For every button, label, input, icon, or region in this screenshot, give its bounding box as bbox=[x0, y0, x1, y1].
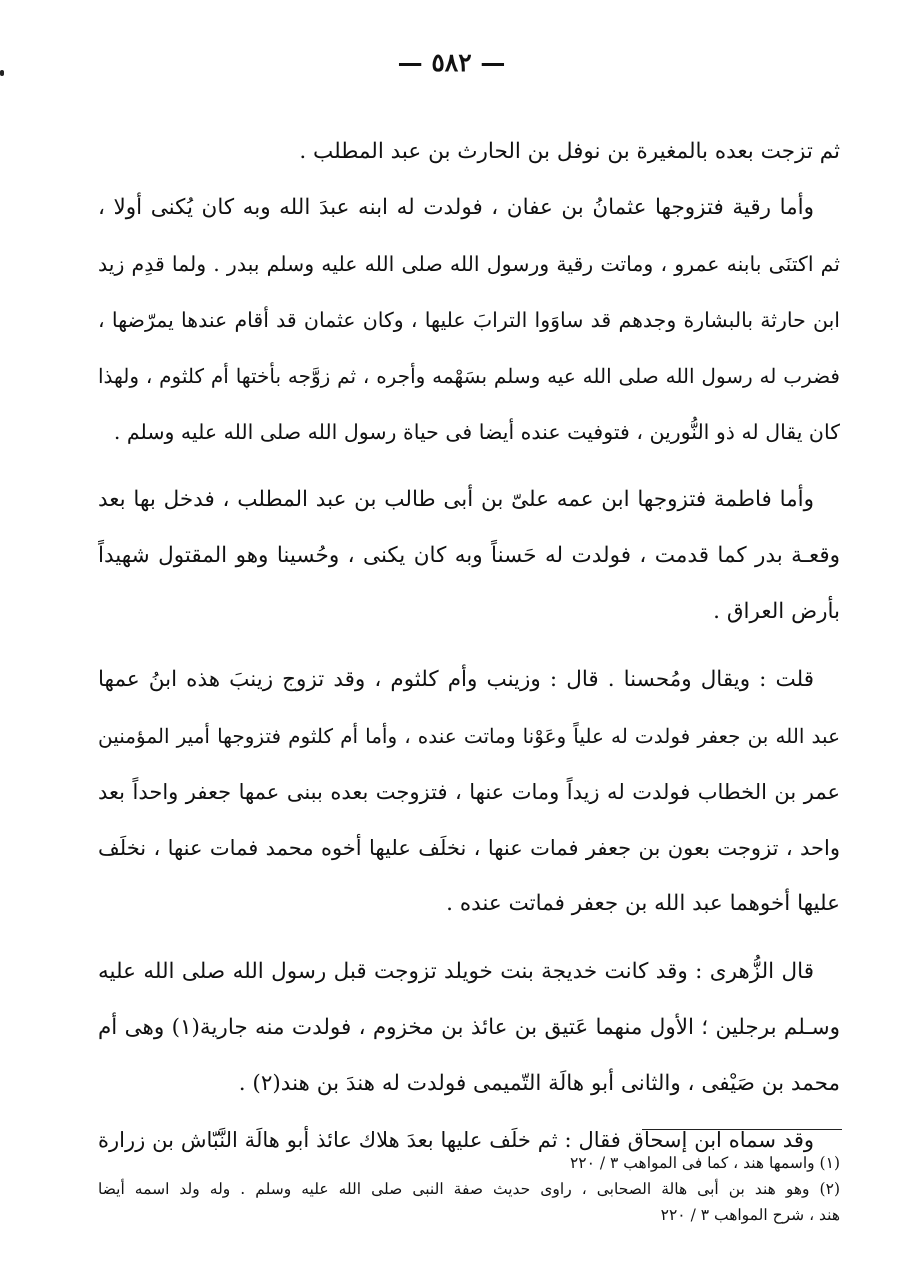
text-line: واحد ، تزوجت بعون بن جعفر فمات عنها ، نخلَف عليها أخوه محمد فمات عنها ، نخلَف bbox=[98, 836, 840, 860]
paragraph bbox=[98, 944, 840, 1112]
text-line: عليها أخوهما عبد الله بن جعفر فماتت عنده . bbox=[446, 891, 840, 916]
text-line: ثم تزجت بعده بالمغيرة بن نوفل بن الحارث بن عبد المطلب . bbox=[299, 139, 840, 164]
text-line: ثم اكتنَى بابنه عمرو ، وماتت رقية ورسول الله صلى الله عليه وسلم ببدر . ولما قدِم زيد bbox=[98, 252, 840, 276]
text-line: وسـلم برجلين ؛ الأول منهما عَتيق بن عائذ بن مخزوم ، فولدت منه جارية(١) وهى أم bbox=[98, 1015, 840, 1040]
footnote-line: (١) واسمها هند ، كما فى المواهب ٣ / ٢٢٠ bbox=[569, 1154, 840, 1172]
text-line: ابن حارثة بالبشارة وجدهم قد ساوَوا الترابَ عليها ، وكان عثمان قد أقام عندها يمرّضها ، bbox=[98, 308, 840, 332]
text-line: عبد الله بن جعفر فولدت له علياً وعَوْنا وماتت عنده ، وأما أم كلثوم فتزوجها أمير المؤمنين bbox=[98, 724, 840, 748]
footnote-divider bbox=[642, 1129, 842, 1130]
footnote-line: (٢) وهو هند بن أبى هالة الصحابى ، راوى حديث صفة النبى صلى الله عليه وسلم . وله ولد اسمه أيضا bbox=[98, 1180, 840, 1198]
footnote-line: هند ، شرح المواهب ٣ / ٢٢٠ bbox=[660, 1206, 840, 1224]
page-number: — ٥٨٢ — bbox=[397, 48, 506, 77]
text-line: كان يقال له ذو النُّورين ، فتوفيت عنده أيضا فى حياة رسول الله صلى الله عليه وسلم . bbox=[113, 420, 840, 444]
paragraph bbox=[98, 124, 840, 180]
text-line: وأما رقية فتزوجها عثمانُ بن عفان ، فولدت له ابنه عبدَ الله وبه كان يُكنى أولا ، bbox=[98, 195, 814, 220]
paragraph bbox=[98, 180, 840, 460]
text-line: وقعـة بدر كما قدمت ، فولدت له حَسناً وبه كان يكنى ، وحُسينا وهو المقتول شهيداً bbox=[98, 543, 840, 568]
paragraph bbox=[98, 652, 840, 932]
footnotes bbox=[98, 1150, 840, 1228]
text-line: محمد بن صَيْفى ، والثانى أبو هالَة التّميمى فولدت له هندَ بن هند(٢) . bbox=[238, 1071, 840, 1096]
text-line: فضرب له رسول الله صلى الله عيه وسلم بسَهْمه وأجره ، ثم زوَّجه بأختها أم كلثوم ، ولهذا bbox=[98, 364, 840, 388]
paragraph bbox=[98, 472, 840, 640]
text-line: قلت : ويقال ومُحسنا . قال : وزينب وأم كلثوم ، وقد تزوج زينبَ هذه ابنُ عمها bbox=[98, 667, 814, 692]
text-line: قال الزُّهرى : وقد كانت خديجة بنت خويلد تزوجت قبل رسول الله صلى الله عليه bbox=[98, 959, 814, 984]
text-line: وأما فاطمة فتزوجها ابن عمه علىّ بن أبى طالب بن عبد المطلب ، فدخل بها بعد bbox=[98, 487, 814, 512]
text-line: عمر بن الخطاب فولدت له زيداً ومات عنها ، فتزوجت بعده ببنى عمها جعفر واحداً بعد bbox=[98, 780, 840, 804]
body-text bbox=[98, 124, 840, 1168]
text-line: بأرض العراق . bbox=[713, 599, 840, 624]
text-line: وقد سماه ابن إسحاق فقال : ثم خلَف عليها بعدَ هلاك عائذ أبو هالَة النَّبّاش بن زرارة bbox=[98, 1128, 814, 1152]
